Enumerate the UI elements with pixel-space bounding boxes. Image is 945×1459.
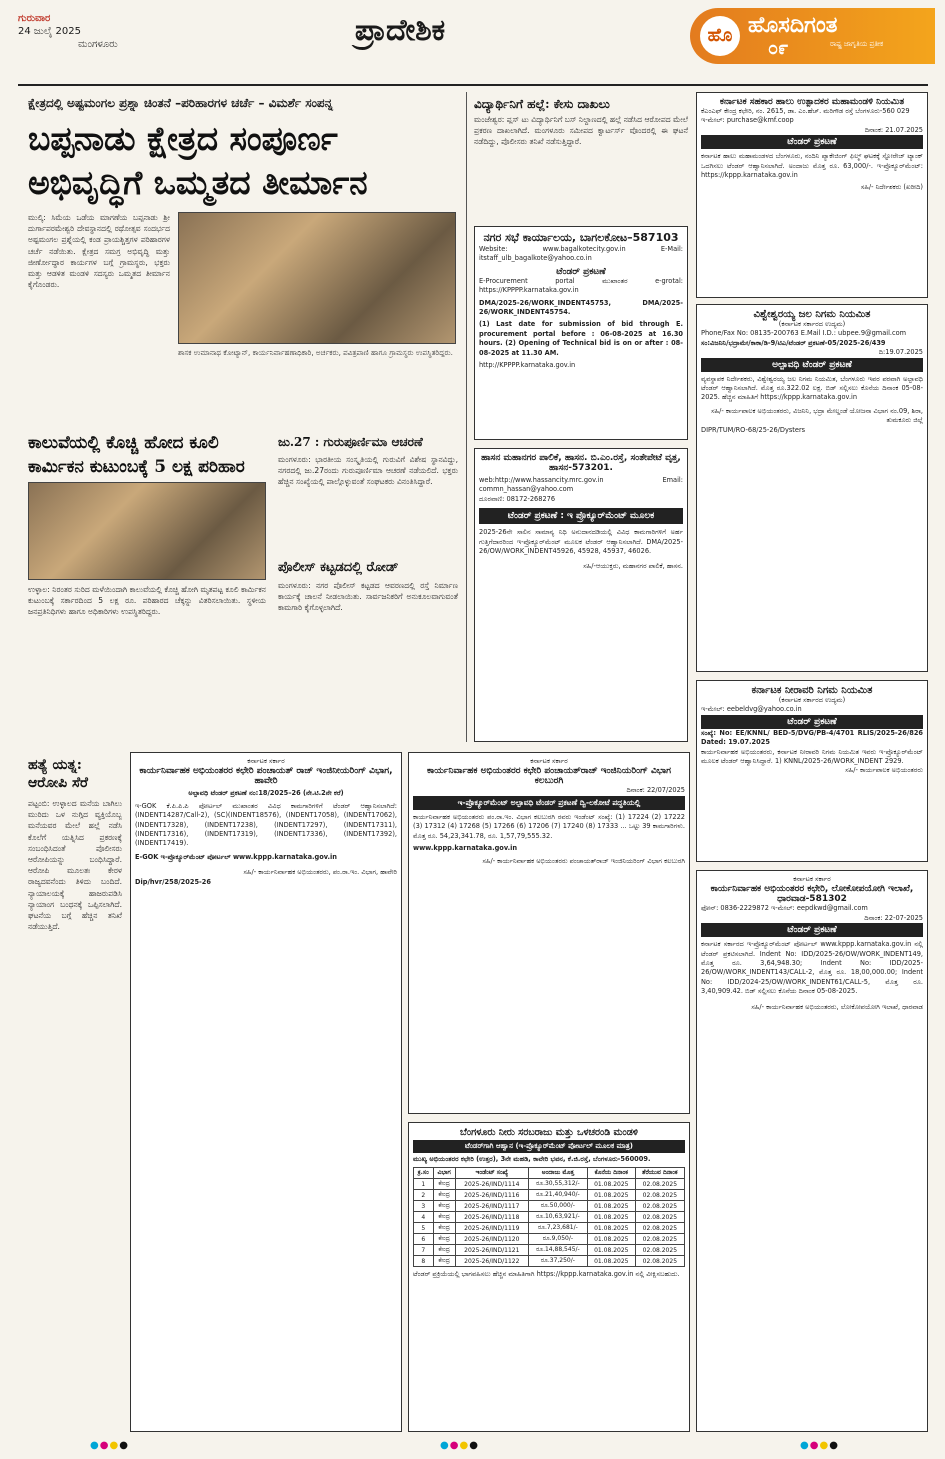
- header-date: 24 ಜುಲೈ 2025: [18, 26, 81, 37]
- kalaburagi-body: ಕಾರ್ಯನಿರ್ವಾಹಕ ಅಭಿಯಂತರರು ಪಂ.ರಾ.ಇಂ. ವಿಭಾಗ ಕಲಬುರಗಿ ರವರು ಇಂಡೆಂಟ್ ಸಂಖ್ಯೆ: (1) 17224 (2) 17222 (3) 17312 (4) 17268 (5) 17266 (6) 17206 (7) 17240 (8) 17333 ... ಒಟ್ಟು 39 ಕಾಮಗಾರಿಗಳು. ಮೊತ್ತ ರೂ. 54,23,341.78, ರೂ. 1,57,79,555.32.: [413, 812, 685, 840]
- haveri-ref: Dip/hvr/258/2025-26: [135, 877, 211, 886]
- table-cell: 01.08.2025: [587, 1190, 635, 1201]
- kalaburagi-sign: ಸಹಿ/- ಕಾರ್ಯನಿರ್ವಾಹಕ ಅಭಿಯಂತರರು ಪಂಚಾಯತ್‌ರಾಜ್ ಇಂಜಿನಿಯರಿಂಗ್ ವಿಭಾಗ ಕಲಬುರಗಿ: [482, 857, 685, 866]
- table-cell: ರೂ.14,88,545/-: [528, 1245, 587, 1256]
- hassan-org: ಹಾಸನ ಮಹಾನಗರ ಪಾಲಿಕೆ, ಹಾಸನ. ಬಿ.ಎಂ.ರಸ್ತೆ, ಸಂತೇಪೇಟೆ ವೃತ್ತ, ಹಾಸನ-573201.: [481, 453, 681, 473]
- table-row: [414, 1179, 685, 1190]
- table-row: [414, 1223, 685, 1234]
- table-cell: 01.08.2025: [587, 1212, 635, 1223]
- table-cell: 2025-26/IND/1120: [455, 1234, 528, 1245]
- story4-headline: ಪೊಲೀಸ್ ಕಟ್ಟಡದಲ್ಲಿ ರೋಡ್: [278, 560, 399, 575]
- tender-bagalkot: [474, 226, 688, 440]
- story3-headline: ಜು.27 : ಗುರುಪೂರ್ಣಿಮಾ ಆಚರಣೆ: [278, 435, 423, 449]
- table-cell: 02.08.2025: [635, 1245, 684, 1256]
- table-cell: 01.08.2025: [587, 1234, 635, 1245]
- bwssb-office: ಮುಖ್ಯ ಅಭಿಯಂತರರ ಕಛೇರಿ (ಉತ್ತರ), 3ನೇ ಮಹಡಿ, ಕಾವೇರಿ ಭವನ, ಕೆ.ಜಿ.ರಸ್ತೆ, ಬೆಂಗಳೂರು-560009.: [413, 1155, 651, 1163]
- story2-headline-1: ಕಾಲುವೆಯಲ್ಲಿ ಕೊಚ್ಚಿ ಹೋದ ಕೂಲಿ: [28, 433, 219, 453]
- table-cell: ರೂ.21,40,940/-: [528, 1190, 587, 1201]
- table-cell: 2: [414, 1190, 434, 1201]
- vjnl-body: ವ್ಯವಸ್ಥಾಪಕ ನಿರ್ದೇಶಕರು, ವಿಶ್ವೇಶ್ವರಯ್ಯ ಜಲ ನಿಗಮ ನಿಯಮಿತ, ಬೆಂಗಳೂರು ಇವರ ಪರವಾಗಿ ಅಲ್ಪಾವಧಿ ಟೆಂಡರ್ ಆಹ್ವಾನಿಸಲಾಗಿದೆ. ಮೊತ್ತ ರೂ.322.02 ಲಕ್ಷ. ಬಿಡ್ ಸಲ್ಲಿಸಲು ಕೊನೆಯ ದಿನಾಂಕ 05-08-2025. ಹೆಚ್ಚಿನ ಮಾಹಿತಿಗೆ https://kppp.karnataka.gov.in: [701, 374, 923, 402]
- story3-body: ಮಂಗಳೂರು: ಭಾರತೀಯ ಸಂಸ್ಕೃತಿಯಲ್ಲಿ ಗುರುವಿಗೆ ವಿಶೇಷ ಸ್ಥಾನವಿದ್ದು, ನಗರದಲ್ಲಿ ಜು.27ರಂದು ಗುರುಪೂರ್ಣಿಮಾ ಆಚರಣೆ ನಡೆಯಲಿದೆ. ಭಕ್ತರು ಹೆಚ್ಚಿನ ಸಂಖ್ಯೆಯಲ್ಲಿ ಪಾಲ್ಗೊಳ್ಳುವಂತೆ ಸಂಘಟಕರು ವಿನಂತಿಸಿದ್ದಾರೆ.: [278, 455, 458, 487]
- column-divider: [466, 92, 467, 742]
- dharwad-date: ದಿನಾಂಕ: 22-07-2025: [864, 913, 923, 922]
- haveri-body: ಇ-GOK ಕೆ.ಪಿ.ಪಿ.ಪಿ ಪೋರ್ಟಲ್ ಮುಖಾಂತರ ವಿವಿಧ ಕಾಮಗಾರಿಗಳಿಗೆ ಟೆಂಡರ್ ಆಹ್ವಾನಿಸಲಾಗಿದೆ: (INDENT14287/Call-2), (SC)(INDENT18576), (INDENT17058), (INDENT17062), (INDENT17328), (INDENT17238), (INDENT17297), (INDENT17311), (INDENT17316), (INDENT17319), (INDENT17336), (INDENT17392), (INDENT17419).: [135, 801, 397, 848]
- vjnl-phone: Phone/Fax No: 08135-200763 E.Mail I.D.: ubpee.9@gmail.com: [701, 329, 907, 338]
- table-cell: 01.08.2025: [587, 1223, 635, 1234]
- table-cell: ರೂ.9,050/-: [528, 1234, 587, 1245]
- bagalkot-dates: (1) Last date for submission of bid through E. procurement portal before : 06-08-2025 at 16.30 hours. (2) Opening of Technical bid is on or after : 08-08-2025 at 11.30 AM.: [479, 320, 683, 357]
- kmf-address: ಕೆಎಂಎಫ್ ಕೇಂದ್ರ ಕಛೇರಿ, ನಂ. 2615, ಡಾ. ಎಂ.ಹೆಚ್. ಮರಿಗೌಡ ರಸ್ತೆ ಬೆಂಗಳೂರು-560 029: [701, 107, 910, 115]
- table-row: [414, 1212, 685, 1223]
- table-cell: 1: [414, 1179, 434, 1190]
- print-registration-marks: ●●●●: [90, 1440, 129, 1451]
- paper-logo-icon: ಹೊ: [700, 16, 740, 56]
- story2-headline-2: ಕಾರ್ಮಿಕನ ಕುಟುಂಬಕ್ಕೆ 5 ಲಕ್ಷ ಪರಿಹಾರ: [28, 457, 245, 477]
- table-cell: 02.08.2025: [635, 1212, 684, 1223]
- table-row: [414, 1256, 685, 1267]
- tender-vjnl: [696, 304, 928, 672]
- header-city: ಮಂಗಳೂರು: [78, 39, 118, 50]
- story4-body: ಮಂಗಳೂರು: ನಗರ ಪೊಲೀಸ್ ಕಟ್ಟಡದ ಆವರಣದಲ್ಲಿ ರಸ್ತೆ ನಿರ್ಮಾಣ ಕಾರ್ಯಕ್ಕೆ ಚಾಲನೆ ನೀಡಲಾಯಿತು. ಸಾರ್ವಜನಿಕರಿಗೆ ಅನುಕೂಲವಾಗುವಂತೆ ಕಾಮಗಾರಿ ಕೈಗೊಳ್ಳಲಾಗಿದೆ.: [278, 581, 458, 613]
- tender-hassan: [474, 448, 688, 742]
- kmf-sign: ಸಹಿ/- ನಿರ್ದೇಶಕರು (ಖರೀದಿ): [860, 183, 923, 192]
- tender-kalaburagi: [408, 752, 690, 1114]
- kalaburagi-date: ದಿನಾಂಕ: 22/07/2025: [626, 786, 685, 795]
- dharwad-body: ಕರ್ನಾಟಕ ಸರ್ಕಾರದ ಇ-ಪ್ರೊಕ್ಯೂರ್‌ಮೆಂಟ್ ಪೋರ್ಟಲ್ www.kppp.karnataka.gov.in ನಲ್ಲಿ ಟೆಂಡರ್ ಪ್ರಕಟಿಸಲಾಗಿದೆ. Indent No: IDD/2025-26/OW/WORK_INDENT149, ಮೊತ್ತ ರೂ. 3,64,948.30; Indent No: IDD/2025-26/OW/WORK_INDENT143/CALL-2, ಮೊತ್ತ ರೂ. 18,00,000.00; Indent No: IDD/2024-25/OW/WORK_INDENT61/CALL-5, ಮೊತ್ತ ರೂ. 3,40,909.42. ಬಿಡ್ ಸಲ್ಲಿಸಲು ಕೊನೆಯ ದಿನಾಂಕ 05-08-2025.: [701, 940, 923, 996]
- kalaburagi-web[interactable]: www.kppp.karnataka.gov.in: [413, 844, 518, 853]
- dharwad-title: ಟೆಂಡರ್ ಪ್ರಕಟಣೆ: [701, 923, 923, 937]
- table-cell: ಕೇಂದ್ರ: [433, 1179, 455, 1190]
- table-cell: 01.08.2025: [587, 1201, 635, 1212]
- bwssb-col: ವಿಭಾಗ: [433, 1168, 455, 1179]
- story6-headline-2: ಆರೋಪಿ ಸೆರೆ: [28, 775, 88, 791]
- vjnl-date: ದಿ:19.07.2025: [878, 348, 923, 357]
- hassan-web[interactable]: web:http://www.hassancity.mrc.gov.in Email: commn_hassan@yahoo.com: [479, 476, 683, 494]
- table-cell: ಕೇಂದ್ರ: [433, 1201, 455, 1212]
- dharwad-gov: ಕರ್ನಾಟಕ ಸರ್ಕಾರ: [793, 875, 831, 883]
- story2-photo: [28, 482, 266, 580]
- table-cell: 4: [414, 1212, 434, 1223]
- print-registration-marks: ●●●●: [800, 1440, 839, 1451]
- bagalkot-title: ಟೆಂಡರ್ ಪ್ರಕಟಣೆ: [556, 266, 606, 277]
- dharwad-org: ಕಾರ್ಯನಿರ್ವಾಹಕ ಅಭಿಯಂತರರ ಕಛೇರಿ, ಲೋಕೋಪಯೋಗಿ ಇಲಾಖೆ, ಧಾರವಾಡ-581302: [710, 884, 914, 905]
- table-cell: ಕೇಂದ್ರ: [433, 1223, 455, 1234]
- table-cell: 8: [414, 1256, 434, 1267]
- page-number: ೦೯: [768, 38, 789, 59]
- lead-headline-2: ಅಭಿವೃದ್ಧಿಗೆ ಒಮ್ಮತದ ತೀರ್ಮಾನ: [28, 163, 368, 202]
- hassan-sign: ಸಹಿ/-ಆಯುಕ್ತರು, ಮಹಾನಗರ ಪಾಲಿಕೆ, ಹಾಸನ.: [583, 562, 683, 571]
- vjnl-dip: DIPR/TUM/RO-68/25-26/Dysters: [701, 425, 806, 434]
- table-cell: ರೂ.7,23,681/-: [528, 1223, 587, 1234]
- print-registration-marks: ●●●●: [440, 1440, 479, 1451]
- table-cell: 7: [414, 1245, 434, 1256]
- table-row: [414, 1190, 685, 1201]
- table-cell: 01.08.2025: [587, 1245, 635, 1256]
- vjnl-org: ವಿಶ್ವೇಶ್ವರಯ್ಯ ಜಲ ನಿಗಮ ನಿಯಮಿತ: [753, 309, 871, 320]
- bwssb-table-header: [414, 1168, 685, 1179]
- table-cell: 6: [414, 1234, 434, 1245]
- tender-dharwad: [696, 870, 928, 1432]
- knnl-ref: ಸಂಖ್ಯೆ: No: EE/KNNL/ BED-5/DVG/PB-4/4701 RLIS/2025-26/826 Dated: 19.07.2025: [701, 728, 923, 747]
- lead-headline-1: ಬಪ್ಪನಾಡು ಕ್ಷೇತ್ರದ ಸಂಪೂರ್ಣ: [28, 119, 338, 158]
- hassan-bar: ಟೆಂಡರ್ ಪ್ರಕಟಣೆ : ಇ ಪ್ರೊಕ್ಯೂರ್‌ಮೆಂಟ್ ಮೂಲಕ: [479, 508, 683, 524]
- table-cell: ಕೇಂದ್ರ: [433, 1190, 455, 1201]
- table-cell: 02.08.2025: [635, 1256, 684, 1267]
- header-divider: [18, 84, 928, 86]
- knnl-email[interactable]: ಇ-ಮೇಲ್: eebeldvg@yahoo.co.in: [701, 705, 802, 714]
- story6-headline-1: ಹತ್ಯೆ ಯತ್ನ:: [28, 757, 82, 773]
- table-cell: 2025-26/IND/1118: [455, 1212, 528, 1223]
- paper-name: ಹೊಸದಿಗಂತ: [748, 12, 838, 38]
- tender-knnl: [696, 680, 928, 862]
- table-cell: 02.08.2025: [635, 1179, 684, 1190]
- vjnl-ref: ಸಂ:ವಿಜನಿನಿ/ಭದ್ರಾಮೇ/ಕಾಕಾ/ಡಿ-9/ಟಿಎ/ಟೆಂಡರ್ ಪ್ರಕಟಣೆ-05/2025-26/439: [701, 338, 886, 347]
- story2-body: ಉಳ್ಳಾಲ: ನಿರಂತರ ಸುರಿದ ಮಳೆಯಿಂದಾಗಿ ಕಾಲುವೆಯಲ್ಲಿ ಕೊಚ್ಚಿ ಹೋಗಿ ಮೃತಪಟ್ಟ ಕೂಲಿ ಕಾರ್ಮಿಕನ ಕುಟುಂಬಕ್ಕೆ ಸರ್ಕಾರದಿಂದ 5 ಲಕ್ಷ ರೂ. ಪರಿಹಾರದ ಚೆಕ್ಕನ್ನು ವಿತರಿಸಲಾಯಿತು. ಸ್ಥಳೀಯ ಜನಪ್ರತಿನಿಧಿಗಳು ಹಾಗೂ ಅಧಿಕಾರಿಗಳು ಉಪಸ್ಥಿತರಿದ್ದರು.: [28, 585, 266, 617]
- lead-photo: [178, 212, 456, 344]
- table-cell: ರೂ.10,63,921/-: [528, 1212, 587, 1223]
- knnl-sign: ಸಹಿ/- ಕಾರ್ಯಪಾಲಕ ಅಭಿಯಂತರರು: [845, 766, 923, 775]
- table-cell: ಕೇಂದ್ರ: [433, 1245, 455, 1256]
- kmf-email[interactable]: ಇ-ಮೇಲ್: purchase@kmf.coop: [701, 116, 794, 125]
- kmf-body: ಕರ್ನಾಟಕ ಹಾಲು ಮಹಾಮಂಡಳದ ಬೆಂಗಳೂರು, ನಂದಿನಿ ಪ್ಯಾಕೇಜಿಂಗ್ ಫಿಲ್ಮ್ ಘಟಕಕ್ಕೆ ಸ್ಟೋರೇಜ್ ಟ್ಯಾಂಕ್ ಒದಗಿಸಲು ಟೆಂಡರ್ ಆಹ್ವಾನಿಸಲಾಗಿದೆ. ಅಂದಾಜು ಮೊತ್ತ ರೂ. 63,000/-. ಇ-ಪ್ರೊಕ್ಯೂರ್‌ಮೆಂಟ್: https://kppp.karnataka.gov.in: [701, 152, 923, 180]
- table-row: [414, 1201, 685, 1212]
- table-cell: ಕೇಂದ್ರ: [433, 1234, 455, 1245]
- table-cell: 5: [414, 1223, 434, 1234]
- tender-bwssb: [408, 1122, 690, 1432]
- knnl-body: ಕಾರ್ಯನಿರ್ವಾಹಕ ಅಭಿಯಂತರರು, ಕರ್ನಾಟಕ ನೀರಾವರಿ ನಿಗಮ ನಿಯಮಿತ ಇವರು ಇ-ಪ್ರೊಕ್ಯೂರ್‌ಮೆಂಟ್ ಮೂಲಕ ಟೆಂಡರ್ ಆಹ್ವಾನಿಸಿದ್ದಾರೆ. 1) KNNL/2025-26/WORK_INDENT 2929.: [701, 747, 923, 766]
- hassan-phone: ದೂರವಾಣಿ: 08172-268276: [479, 494, 556, 503]
- kmf-date: ದಿನಾಂಕ: 21.07.2025: [864, 125, 923, 134]
- kalaburagi-gov: ಕರ್ನಾಟಕ ಸರ್ಕಾರ: [530, 757, 568, 765]
- table-cell: ರೂ.30,55,312/-: [528, 1179, 587, 1190]
- story6-body: ಪಟ್ಟಂಬಿ: ಉಳ್ಳಾಲದ ಮನೆಯ ಬಾಗಿಲು ಮುರಿದು ಒಳ ನುಗ್ಗಿದ ವ್ಯಕ್ತಿಯೊಬ್ಬ ಮನೆಯವರ ಮೇಲೆ ಹಲ್ಲೆ ನಡೆಸಿ ಕೊಲೆಗೆ ಯತ್ನಿಸಿದ ಪ್ರಕರಣಕ್ಕೆ ಸಂಬಂಧಿಸಿದಂತೆ ಪೊಲೀಸರು ಆರೋಪಿಯನ್ನು ಬಂಧಿಸಿದ್ದಾರೆ. ಆರೋಪಿ ಮೂಲತಃ ಕೇರಳ ರಾಜ್ಯದವನೆಂದು ತಿಳಿದು ಬಂದಿದೆ. ನ್ಯಾಯಾಲಯಕ್ಕೆ ಹಾಜರುಪಡಿಸಿ ನ್ಯಾಯಾಂಗ ಬಂಧನಕ್ಕೆ ಒಪ್ಪಿಸಲಾಗಿದೆ. ಘಟನೆಯ ಬಗ್ಗೆ ಹೆಚ್ಚಿನ ತನಿಖೆ ನಡೆಯುತ್ತಿದೆ.: [28, 799, 122, 932]
- dharwad-email[interactable]: ಫೋನ್: 0836-2229872 ಇ-ಮೇಲ್: eepdkwd@gmail.com: [701, 904, 868, 913]
- bwssb-col: ಇಂಡೆಂಟ್ ಸಂಖ್ಯೆ: [455, 1168, 528, 1179]
- table-cell: 01.08.2025: [587, 1256, 635, 1267]
- bagalkot-portal: E-Procurement portal ಮುಖಾಂತರ e-grotal: https://KPPPP.karnataka.gov.in: [479, 276, 683, 295]
- bagalkot-org: ನಗರ ಸಭೆ ಕಾರ್ಯಾಲಯ, ಬಾಗಲಕೋಟ–587103: [483, 231, 679, 244]
- lead-caption: ಶಾಸಕ ಉಮಾನಾಥ ಕೋಟ್ಯಾನ್, ಕಾರ್ಯನಿರ್ವಾಹಣಾಧಿಕಾರಿ, ಅರ್ಚಕರು, ಪವಿತ್ರಪಾಣಿ ಹಾಗೂ ಗ್ರಾಮಸ್ಥರು ಉಪಸ್ಥಿತರಿದ್ದರು.: [178, 348, 453, 357]
- vjnl-sub: (ಕರ್ನಾಟಕ ಸರ್ಕಾರದ ಉದ್ಯಮ): [778, 320, 846, 328]
- haveri-title: ಅಲ್ಪಾವಧಿ ಟೆಂಡರ್ ಪ್ರಕಟಣೆ ನಂ:18/2025–26 (ನೇ.ಟಿ.2ನೇ ಕರೆ): [188, 789, 344, 798]
- bwssb-footer: ಟೆಂಡರ್ ಪ್ರಕ್ರಿಯೆಯಲ್ಲಿ ಭಾಗವಹಿಸಲು ಹೆಚ್ಚಿನ ಮಾಹಿತಿಗಾಗಿ https://kppp.karnataka.gov.in ನಲ್ಲಿ ವೀಕ್ಷಿಸಬಹುದು.: [413, 1270, 680, 1279]
- table-cell: 02.08.2025: [635, 1234, 684, 1245]
- bwssb-org: ಬೆಂಗಳೂರು ನೀರು ಸರಬರಾಜು ಮತ್ತು ಒಳಚರಂಡಿ ಮಂಡಳಿ: [460, 1127, 638, 1138]
- section-title: ಪ್ರಾದೇಶಿಕ: [354, 13, 446, 48]
- vjnl-sign: ಸಹಿ/- ಕಾರ್ಯಪಾಲಕ ಅಭಿಯಂತರರು, ವಿಜನಿನಿ, ಭದ್ರಾ ಮೇಲ್ದಂಡೆ ಯೋಜನಾ ವಿಭಾಗ ನಂ.09, ಶಿರಾ, ತುಮಕೂರು ಜಿಲ್ಲೆ: [711, 406, 923, 425]
- haveri-egok[interactable]: E-GOK ಇ-ಪ್ರೊಕ್ಯೂರ್‌ಮೆಂಟ್ ಪೋರ್ಟಲ್ www.kppp.karnataka.gov.in: [135, 852, 337, 861]
- header-day: ಗುರುವಾರ: [18, 13, 51, 24]
- kmf-title: ಟೆಂಡರ್ ಪ್ರಕಟಣೆ: [701, 135, 923, 149]
- table-cell: 2025-26/IND/1121: [455, 1245, 528, 1256]
- table-cell: ಕೇಂದ್ರ: [433, 1256, 455, 1267]
- story5-headline: ವಿದ್ಯಾರ್ಥಿನಿಗೆ ಹಲ್ಲೆ: ಕೇಸು ದಾಖಲು: [474, 97, 610, 111]
- table-cell: 02.08.2025: [635, 1223, 684, 1234]
- table-cell: 02.08.2025: [635, 1190, 684, 1201]
- table-cell: 2025-26/IND/1114: [455, 1179, 528, 1190]
- kmf-org: ಕರ್ನಾಟಕ ಸಹಕಾರ ಹಾಲು ಉತ್ಪಾದಕರ ಮಹಾಮಂಡಳಿ ನಿಯಮಿತ: [719, 97, 905, 107]
- lead-kicker: ಕ್ಷೇತ್ರದಲ್ಲಿ ಅಷ್ಟಮಂಗಲ ಪ್ರಶ್ನಾ ಚಿಂತನೆ –ಪರಿಹಾರಗಳ ಚರ್ಚೆ – ವಿಮರ್ಶೆ ಸಂಪನ್ನ: [28, 96, 333, 110]
- bagalkot-indents: DMA/2025-26/WORK_INDENT45753, DMA/2025-26/WORK_INDENT45754.: [479, 298, 683, 317]
- bagalkot-contact: Website: www.bagalkotecity.gov.in E-Mail: itstaff_ulb_bagalkote@yahoo.co.in: [479, 245, 683, 263]
- kalaburagi-bar: ಇ-ಪ್ರೊಕ್ಯೂರ್‌ಮೆಂಟ್ ಅಲ್ಪಾವಧಿ ಟೆಂಡರ್ ಪ್ರಕಟಣೆ ದ್ವಿ-ಲಕೋಟೆ ಪದ್ಧತಿಯಲ್ಲಿ: [413, 796, 685, 810]
- vjnl-bar: ಅಲ್ಪಾವಧಿ ಟೆಂಡರ್ ಪ್ರಕಟಣೆ: [701, 358, 923, 372]
- bwssb-col: ಕೊನೆಯ ದಿನಾಂಕ: [587, 1168, 635, 1179]
- knnl-bar: ಟೆಂಡರ್ ಪ್ರಕಟಣೆ: [701, 715, 923, 729]
- haveri-org: ಕಾರ್ಯನಿರ್ವಾಹಕ ಅಭಿಯಂತರರ ಕಛೇರಿ ಪಂಚಾಯತ್ ರಾಜ್ ಇಂಜಿನೀಯರಿಂಗ್ ವಿಭಾಗ, ಹಾವೇರಿ: [139, 766, 393, 787]
- kalaburagi-org: ಕಾರ್ಯನಿರ್ವಾಹಕ ಅಭಿಯಂತರರ ಕಛೇರಿ ಪಂಚಾಯತ್‌ರಾಜ್ ಇಂಜಿನಿಯರಿಂಗ್ ವಿಭಾಗ ಕಲಬುರಗಿ: [427, 766, 671, 787]
- bwssb-table: [413, 1167, 685, 1267]
- haveri-gov: ಕರ್ನಾಟಕ ಸರ್ಕಾರ: [247, 757, 285, 765]
- table-cell: 01.08.2025: [587, 1179, 635, 1190]
- table-cell: 2025-26/IND/1119: [455, 1223, 528, 1234]
- table-cell: 2025-26/IND/1117: [455, 1201, 528, 1212]
- knnl-org: ಕರ್ನಾಟಕ ನೀರಾವರಿ ನಿಗಮ ನಿಯಮಿತ: [751, 685, 873, 696]
- tender-kmf: [696, 92, 928, 298]
- table-cell: 3: [414, 1201, 434, 1212]
- lead-body: ಮುಲ್ಕಿ: ಸಿಮೆಯ ಒಡೆಯ ಮಾಗಣೆಯ ಬಪ್ಪನಾಡು ಶ್ರೀ ದುರ್ಗಾಪರಮೇಶ್ವರಿ ದೇವಸ್ಥಾನದಲ್ಲಿ ರಥೋತ್ಸವ ಸಂದರ್ಭದ ಅಷ್ಟಮಂಗಲ ಪ್ರಶ್ನೆಯಲ್ಲಿ ಕಂಡ ಪ್ರಾಯಶ್ಚಿತ್ತಗಳ ಪರಿಹಾರಗಳ ಚರ್ಚೆ ನಡೆಯಿತು. ಕ್ಷೇತ್ರದ ಸಮಗ್ರ ಅಭಿವೃದ್ಧಿ ಮತ್ತು ಜೀರ್ಣೋದ್ಧಾರ ಕಾರ್ಯಗಳ ಬಗ್ಗೆ ಗ್ರಾಮಸ್ಥರು, ಭಕ್ತರು ಮತ್ತು ಆಡಳಿತ ಮಂಡಳಿ ಸದಸ್ಯರು ಒಮ್ಮತದ ತೀರ್ಮಾನ ಕೈಗೊಂಡರು.: [28, 213, 170, 290]
- story5-body: ಮಂಜೇಶ್ವರ: ಪ್ಲಸ್ ಟು ವಿದ್ಯಾರ್ಥಿನಿಗೆ ಬಸ್ ನಿಲ್ದಾಣದಲ್ಲಿ ಹಲ್ಲೆ ನಡೆಸಿದ ಆರೋಪದ ಮೇಲೆ ಪ್ರಕರಣ ದಾಖಲಾಗಿದೆ. ಮಂಗಳೂರು ಸಮೀಪದ ಕ್ವಾರ್ಟರ್ಸ್ ವೊಂದರಲ್ಲಿ ಈ ಘಟನೆ ನಡೆದಿದ್ದು, ಪೊಲೀಸರು ತನಿಖೆ ನಡೆಸುತ್ತಿದ್ದಾರೆ.: [474, 115, 688, 147]
- table-cell: ಕೇಂದ್ರ: [433, 1212, 455, 1223]
- table-row: [414, 1234, 685, 1245]
- bwssb-col: ಅಂದಾಜು ಮೊತ್ತ: [528, 1168, 587, 1179]
- bwssb-col: ಕ್ರ.ಸಂ: [414, 1168, 434, 1179]
- table-row: [414, 1245, 685, 1256]
- knnl-sub: (ಕರ್ನಾಟಕ ಸರ್ಕಾರದ ಉದ್ಯಮ): [778, 696, 846, 704]
- table-cell: 02.08.2025: [635, 1201, 684, 1212]
- table-cell: ರೂ.37,250/-: [528, 1256, 587, 1267]
- haveri-sign: ಸಹಿ/- ಕಾರ್ಯನಿರ್ವಾಹಕ ಅಭಿಯಂತರರು, ಪಂ.ರಾ.ಇಂ. ವಿಭಾಗ, ಹಾವೇರಿ: [243, 868, 397, 877]
- paper-tagline: ರಾಷ್ಟ್ರ ಜಾಗೃತಿಯ ಪ್ರತೀಕ: [830, 40, 884, 48]
- bagalkot-url[interactable]: http://KPPPP.karnataka.gov.in: [479, 361, 576, 370]
- table-cell: 2025-26/IND/1116: [455, 1190, 528, 1201]
- dharwad-sign: ಸಹಿ/- ಕಾರ್ಯನಿರ್ವಾಹಕ ಅಭಿಯಂತರರು, ಲೋಕೋಪಯೋಗಿ ಇಲಾಖೆ, ಧಾರವಾಡ: [751, 1002, 923, 1011]
- hassan-body: 2025-26ನೇ ಸಾಲಿನ ಸಾಮಾನ್ಯ ನಿಧಿ ಅನುದಾನದಡಿಯಲ್ಲಿ ವಿವಿಧ ಕಾಮಗಾರಿಗಳಿಗೆ ಅರ್ಹ ಗುತ್ತಿಗೆದಾರರಿಂದ ಇ-ಪ್ರೊಕ್ಯೂರ್‌ಮೆಂಟ್ ಮೂಲಕ ಟೆಂಡರ್ ಆಹ್ವಾನಿಸಲಾಗಿದೆ. DMA/2025-26/OW/WORK_INDENT45926, 45928, 45937, 46026.: [479, 528, 683, 556]
- tender-haveri: [130, 752, 402, 1432]
- table-cell: ರೂ.50,000/-: [528, 1201, 587, 1212]
- bwssb-bar: ಟೆಂಡರ್‌ಗಾಗಿ ಆಹ್ವಾನ (ಇ-ಪ್ರೊಕ್ಯೂರ್‌ಮೆಂಟ್ ಪೋರ್ಟಲ್ ಮೂಲಕ ಮಾತ್ರ): [413, 1140, 685, 1153]
- bwssb-col: ತೆರೆಯುವ ದಿನಾಂಕ: [635, 1168, 684, 1179]
- header-date-block: [18, 12, 168, 51]
- table-cell: 2025-26/IND/1122: [455, 1256, 528, 1267]
- masthead: [690, 8, 935, 64]
